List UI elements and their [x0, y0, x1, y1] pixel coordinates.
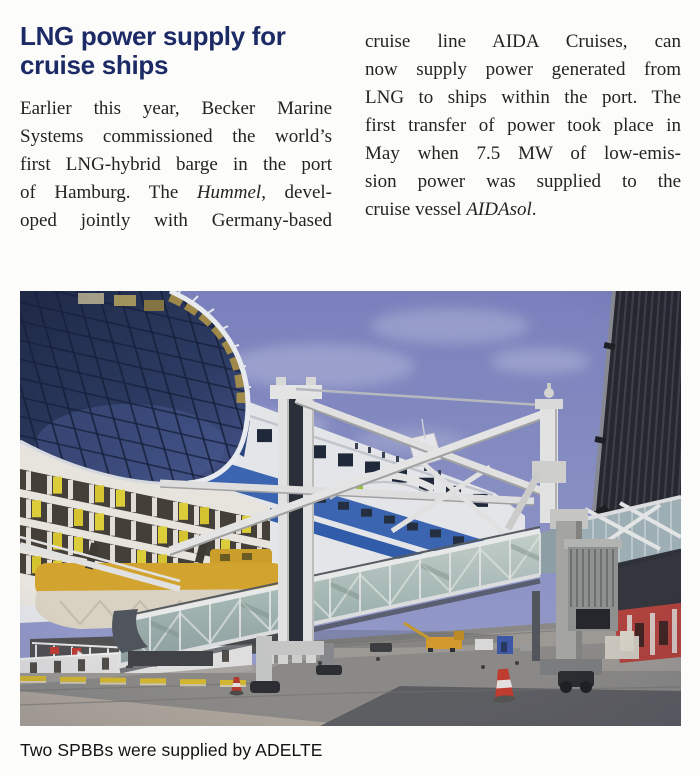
body-text-line: sion power was supplied to the — [365, 171, 681, 192]
article-photo — [20, 291, 681, 726]
body-text-line: oped jointly with Germany-based — [20, 210, 332, 231]
body-text-line: first transfer of power took place in — [365, 115, 681, 136]
body-text-line: Earlier this year, Becker Marine — [20, 98, 332, 119]
body-text-line: cruise line AIDA Cruises, can — [365, 31, 681, 52]
body-text-line: cruise vessel AIDAsol. — [365, 199, 537, 220]
body-text-line: Systems commissioned the world’s — [20, 126, 332, 147]
article-columns — [20, 22, 681, 235]
column-left — [20, 22, 332, 235]
body-text-line: now supply power generated from — [365, 59, 681, 80]
body-text-left — [20, 95, 332, 235]
body-text-line: LNG to ships within the port. The — [365, 87, 681, 108]
cruise-terminal-photo — [20, 291, 681, 726]
body-text-line: May when 7.5 MW of low-emis- — [365, 143, 681, 164]
photo-caption: Two SPBBs were supplied by ADELTE — [20, 740, 323, 760]
body-text-line: first LNG-hybrid barge in the port — [20, 154, 332, 175]
article-title — [20, 22, 332, 80]
title-line: LNG power supply for — [20, 21, 286, 51]
title-line: cruise ships — [20, 50, 169, 80]
body-text-right — [365, 28, 681, 224]
column-right — [365, 22, 681, 235]
body-text-line: of Hamburg. The Hummel, devel- — [20, 182, 332, 203]
